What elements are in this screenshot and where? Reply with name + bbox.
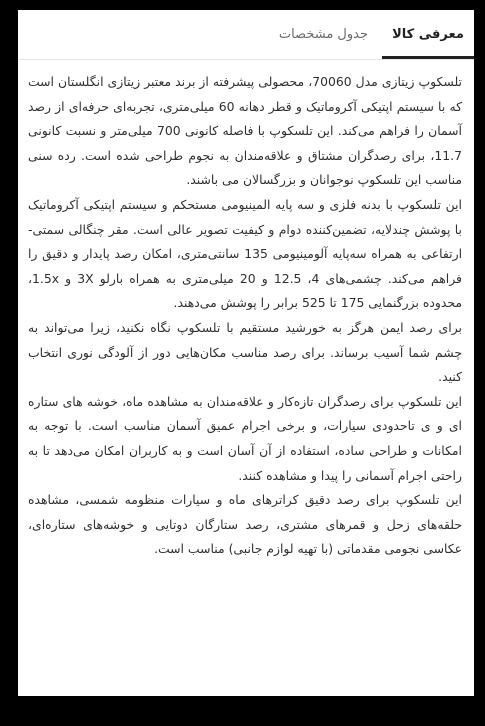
description-paragraph: این تلسکوپ برای رصد دقیق کراترهای ماه و سیارات منظومه شمسی، مشاهده حلقه‌های زحل و قمرهای مشتری، رصد ستارگان دوتایی و خوشه‌های ستاره‌ای، عکاسی نجومی مقدماتی (با تهیه لوازم جانبی) مناسب است.	[28, 492, 462, 557]
tab-bar	[18, 10, 474, 60]
tab-product-intro[interactable]: معرفی کالا	[382, 10, 474, 59]
description-paragraph: این تلسکوپ با بدنه فلزی و سه پایه المینیومی مستحکم و سیستم اپتیکی آکروماتیک با پوشش چندلایه، تضمین‌کننده دوام و کیفیت تصویر عالی است. مقر چنگالی سمتی-ارتفاعی به همراه سه‌پایه آلومینیومی 135 سانتی‌متری، امکان رصد پایدار و دقیق را فراهم می‌کند. چشمی‌های 4، 12.5 و 20 میلی‌متری به همراه بارلو 3X و 1.5x، محدوده بزرگنمایی 175 تا 525 برابر را پوشش می‌دهند.	[28, 196, 463, 311]
product-description	[18, 70, 474, 562]
tab-specifications[interactable]: جدول مشخصات	[278, 27, 368, 42]
description-paragraph: برای رصد ایمن هرگز به خورشید مستقیم با تلسکوپ نگاه نکنید، زیرا می‌تواند به چشم شما آسیب برساند. برای رصد مناسب مکان‌هایی دور از آلودگی نوری انتخاب کنید.	[28, 319, 462, 385]
description-paragraph: تلسکوپ زیتازی مدل 70060، محصولی پیشرفته از برند معتبر زیتازی انگلستان است که با سیستم اپتیکی آکروماتیک و قطر دهانه 60 میلی‌متری، تجربه‌ای حرفه‌ای از رصد آسمان را فراهم می‌کند. این تلسکوپ با فاصله کانونی 700 میلی‌متر و نسبت کانونی 11.7، برای رصدگران مشتاق و علاقه‌مندان به نجوم طراحی شده است. رده سنی مناسب این تلسکوپ نوجوانان و بزرگسالان می باشند.	[28, 74, 462, 188]
product-detail-panel	[18, 10, 474, 696]
description-paragraph: این تلسکوپ برای رصدگران تازه‌کار و علاقه‌مندان به مشاهده ماه، خوشه های ستاره ای و ی تاحدودی سیارات، و برخی اجرام عمیق آسمان مناسب است. با توجه به امکانات و طراحی ساده، استفاده از آن آسان است و به کاربران امکان می‌دهد تا به راحتی اجرام آسمانی را پیدا و مشاهده کنند.	[28, 393, 462, 483]
